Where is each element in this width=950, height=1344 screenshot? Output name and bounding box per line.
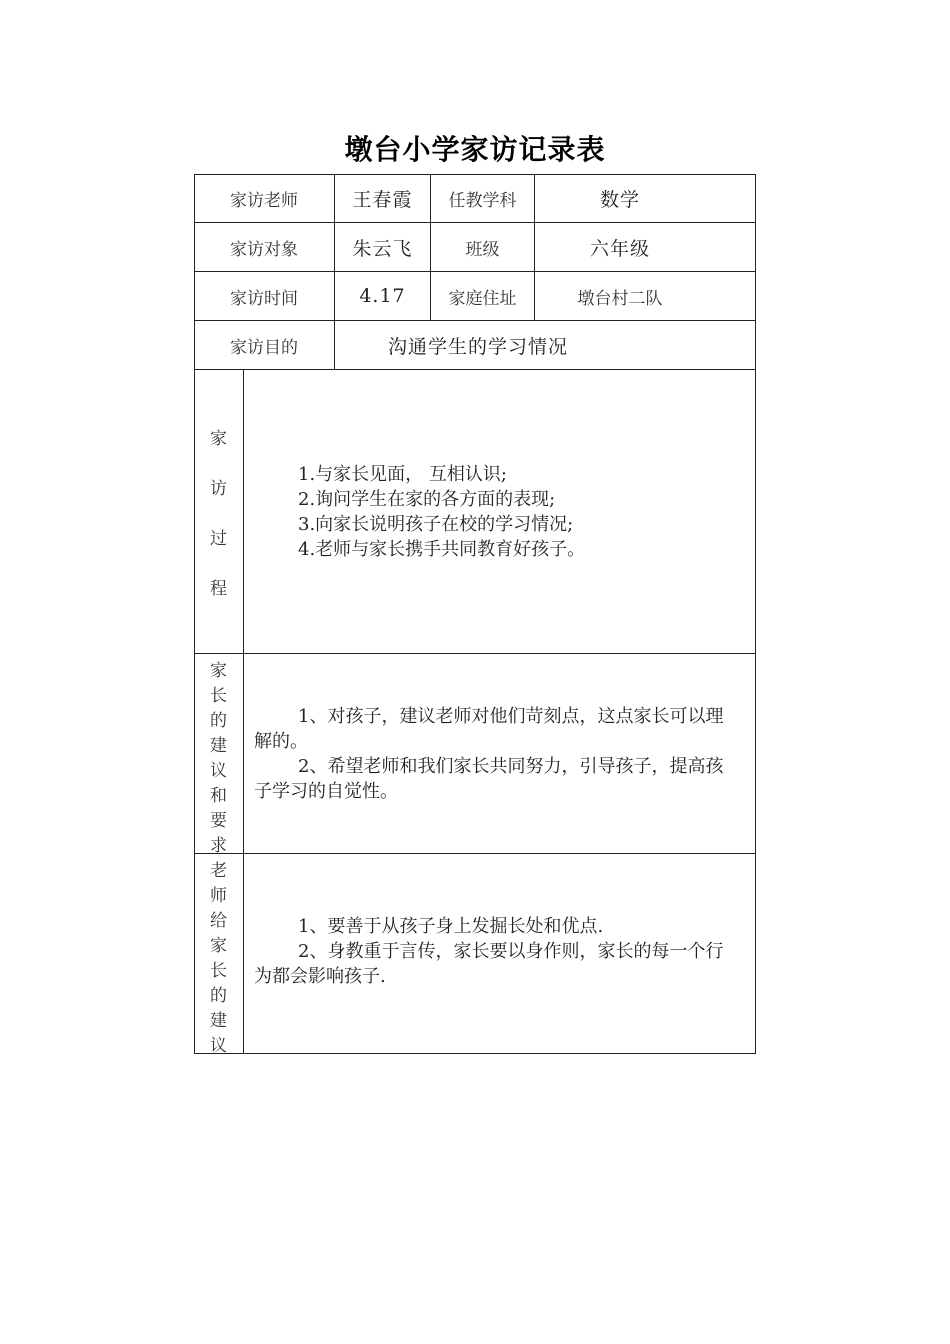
parent-label-char: 长	[210, 686, 227, 706]
teacher-suggestion-paragraph: 1、要善于从孩子身上发掘长处和优点.	[298, 916, 604, 937]
parent-label-char: 家	[210, 661, 227, 681]
process-line: 2.询问学生在家的各方面的表现;	[298, 489, 556, 510]
process-label-char: 家	[210, 429, 227, 449]
teacher-label-char: 给	[210, 911, 227, 931]
address-value: 墩台村二队	[577, 288, 663, 309]
parent-label-char: 要	[210, 811, 227, 831]
page-title: 墩台小学家访记录表	[344, 133, 606, 166]
process-label-char: 程	[210, 579, 227, 599]
visit-record-table	[194, 174, 756, 1054]
process-label-char: 过	[210, 529, 227, 549]
parent-suggestion-paragraph: 2、希望老师和我们家长共同努力，引导孩子，提高孩子学习的自觉性。	[254, 756, 724, 802]
class-label: 班级	[465, 239, 500, 260]
teacher-label-char: 师	[210, 886, 227, 906]
column-divider	[243, 369, 244, 1054]
row-divider	[194, 653, 756, 654]
process-line: 4.老师与家长携手共同教育好孩子。	[298, 539, 586, 560]
parent-suggestions-label	[194, 656, 243, 856]
teacher-label-char: 议	[210, 1036, 227, 1056]
teacher-label-char: 老	[210, 861, 227, 881]
process-line: 1.与家长见面， 互相认识;	[298, 464, 507, 485]
teacher-suggestions-label	[194, 856, 243, 1056]
teacher-label-char: 建	[210, 1011, 227, 1031]
parent-label-char: 建	[210, 736, 227, 756]
purpose-value: 沟通学生的学习情况	[388, 335, 569, 358]
process-label	[194, 424, 243, 624]
parent-label-char: 求	[210, 836, 227, 856]
subject-value: 数学	[599, 188, 640, 211]
teacher-suggestions-content	[254, 914, 739, 989]
subject-label: 任教学科	[448, 190, 517, 211]
parent-label-char: 议	[210, 761, 227, 781]
teacher-label-char: 长	[210, 961, 227, 981]
parent-suggestions-content	[254, 704, 739, 804]
time-value: 4.17	[359, 285, 406, 307]
target-label: 家访对象	[230, 239, 298, 260]
process-line: 3.向家长说明孩子在校的学习情况;	[298, 514, 574, 535]
teacher-label: 家访老师	[230, 190, 298, 211]
teacher-label-char: 家	[210, 936, 227, 956]
process-content	[298, 462, 738, 562]
address-label: 家庭住址	[448, 288, 517, 309]
class-value: 六年级	[589, 237, 650, 260]
purpose-label: 家访目的	[230, 337, 298, 358]
parent-label-char: 和	[210, 786, 227, 806]
row-divider	[194, 853, 756, 854]
teacher-label-char: 的	[210, 986, 227, 1006]
time-label: 家访时间	[230, 288, 298, 309]
parent-suggestion-paragraph: 1、对孩子，建议老师对他们苛刻点，这点家长可以理解的。	[254, 706, 724, 752]
row-divider	[194, 369, 756, 370]
teacher-value: 王春霞	[352, 188, 413, 211]
parent-label-char: 的	[210, 711, 227, 731]
table-border-right	[755, 174, 756, 1054]
target-value: 朱云飞	[352, 237, 413, 260]
process-label-char: 访	[210, 479, 227, 499]
teacher-suggestion-paragraph: 2、身教重于言传，家长要以身作则，家长的每一个行为都会影响孩子.	[254, 941, 724, 987]
table-border-bottom	[194, 1053, 756, 1054]
